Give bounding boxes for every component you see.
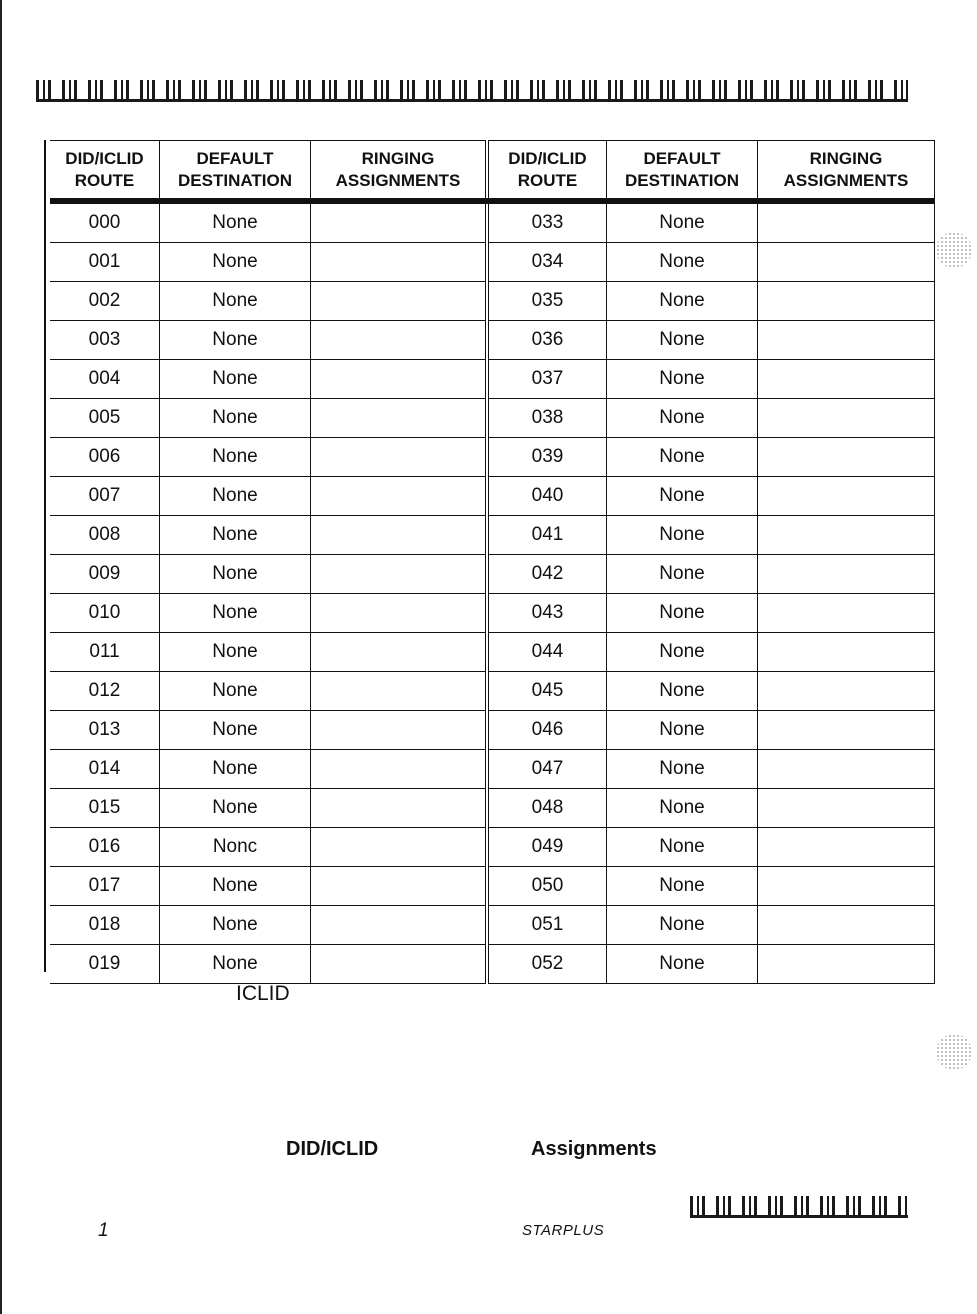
destination-cell: None	[160, 360, 311, 399]
table-left-rule	[44, 140, 46, 972]
destination-cell: None	[160, 477, 311, 516]
column-header-line: DID/ICLID	[65, 148, 144, 168]
route-cell: 009	[50, 555, 160, 594]
ringing-cell	[311, 555, 488, 594]
ringing-cell	[311, 399, 488, 438]
destination-cell: None	[607, 438, 758, 477]
page-left-edge	[0, 0, 2, 1314]
binder-hole-mark-bottom	[936, 1034, 972, 1070]
route-cell: 035	[487, 282, 607, 321]
route-cell: 043	[487, 594, 607, 633]
ringing-cell	[758, 711, 935, 750]
ringing-cell	[758, 555, 935, 594]
destination-cell: None	[160, 867, 311, 906]
ringing-cell	[758, 945, 935, 984]
brand-name: STARPLUS	[522, 1222, 605, 1239]
ringing-cell	[758, 750, 935, 789]
table-row	[50, 399, 935, 438]
ringing-cell	[311, 438, 488, 477]
route-cell: 041	[487, 516, 607, 555]
column-header-line: ASSIGNMENTS	[783, 170, 909, 190]
greek-key-border-top	[36, 80, 908, 102]
ringing-cell	[311, 945, 488, 984]
did-iclid-ringing-table	[50, 140, 935, 984]
table-row	[50, 945, 935, 984]
table-header-row	[50, 141, 935, 202]
destination-cell: None	[160, 438, 311, 477]
table-row	[50, 672, 935, 711]
destination-cell: None	[160, 633, 311, 672]
ringing-cell	[311, 516, 488, 555]
route-cell: 051	[487, 906, 607, 945]
column-header-line: RINGING	[809, 148, 883, 168]
iclid-note: ICLID	[236, 982, 290, 1005]
destination-cell: None	[607, 321, 758, 360]
ringing-cell	[311, 750, 488, 789]
ringing-cell	[758, 906, 935, 945]
route-cell: 044	[487, 633, 607, 672]
destination-cell: None	[160, 672, 311, 711]
destination-cell: None	[160, 750, 311, 789]
ringing-cell	[311, 711, 488, 750]
ringing-cell	[311, 633, 488, 672]
table-row	[50, 555, 935, 594]
destination-cell: None	[607, 789, 758, 828]
route-cell: 048	[487, 789, 607, 828]
destination-cell: None	[607, 906, 758, 945]
destination-cell: None	[607, 828, 758, 867]
assignments-label: Assignments	[531, 1138, 657, 1160]
route-cell: 034	[487, 243, 607, 282]
destination-cell: None	[607, 555, 758, 594]
column-header-4	[607, 141, 758, 202]
route-cell: 002	[50, 282, 160, 321]
route-cell: 047	[487, 750, 607, 789]
destination-cell: None	[160, 399, 311, 438]
route-cell: 014	[50, 750, 160, 789]
ringing-cell	[311, 672, 488, 711]
destination-cell: None	[160, 711, 311, 750]
ringing-cell	[311, 201, 488, 243]
route-cell: 037	[487, 360, 607, 399]
ringing-cell	[758, 243, 935, 282]
ringing-cell	[758, 867, 935, 906]
ringing-cell	[758, 282, 935, 321]
column-header-2	[311, 141, 488, 202]
table-row	[50, 789, 935, 828]
column-header-line: DESTINATION	[178, 170, 292, 190]
route-cell: 038	[487, 399, 607, 438]
column-header-line: ROUTE	[74, 170, 135, 190]
destination-cell: None	[607, 477, 758, 516]
table-row	[50, 477, 935, 516]
ringing-cell	[758, 516, 935, 555]
destination-cell: None	[607, 633, 758, 672]
ringing-cell	[758, 828, 935, 867]
destination-cell: None	[607, 360, 758, 399]
destination-cell: None	[607, 867, 758, 906]
table-row	[50, 750, 935, 789]
destination-cell: None	[607, 201, 758, 243]
table-body	[50, 201, 935, 984]
ringing-cell	[311, 360, 488, 399]
column-header-line: DEFAULT	[196, 148, 274, 168]
destination-cell: None	[160, 594, 311, 633]
destination-cell: None	[607, 282, 758, 321]
did-iclid-table-container	[50, 140, 909, 984]
column-header-line: RINGING	[361, 148, 435, 168]
route-cell: 004	[50, 360, 160, 399]
route-cell: 015	[50, 789, 160, 828]
ringing-cell	[758, 672, 935, 711]
table-row	[50, 867, 935, 906]
route-cell: 019	[50, 945, 160, 984]
route-cell: 036	[487, 321, 607, 360]
route-cell: 049	[487, 828, 607, 867]
page-number: 1	[98, 1220, 109, 1241]
destination-cell: None	[607, 516, 758, 555]
route-cell: 052	[487, 945, 607, 984]
ringing-cell	[311, 906, 488, 945]
column-header-line: DID/ICLID	[508, 148, 587, 168]
column-header-1	[160, 141, 311, 202]
route-cell: 013	[50, 711, 160, 750]
destination-cell: None	[160, 945, 311, 984]
table-row	[50, 711, 935, 750]
route-cell: 001	[50, 243, 160, 282]
destination-cell: None	[160, 516, 311, 555]
route-cell: 016	[50, 828, 160, 867]
ringing-cell	[311, 789, 488, 828]
table-row	[50, 516, 935, 555]
column-header-line: DESTINATION	[625, 170, 739, 190]
destination-cell: None	[160, 282, 311, 321]
ringing-cell	[758, 399, 935, 438]
destination-cell: None	[160, 555, 311, 594]
did-iclid-label: DID/ICLID	[286, 1138, 379, 1160]
destination-cell: None	[160, 243, 311, 282]
ringing-cell	[311, 282, 488, 321]
ringing-cell	[311, 321, 488, 360]
route-cell: 005	[50, 399, 160, 438]
route-cell: 017	[50, 867, 160, 906]
binder-hole-mark-top	[936, 232, 972, 268]
destination-cell: None	[160, 906, 311, 945]
greek-key-border-bottom	[690, 1196, 908, 1218]
destination-cell: None	[160, 321, 311, 360]
route-cell: 007	[50, 477, 160, 516]
table-row	[50, 321, 935, 360]
route-cell: 012	[50, 672, 160, 711]
route-cell: 046	[487, 711, 607, 750]
destination-cell: None	[607, 594, 758, 633]
ringing-cell	[758, 201, 935, 243]
destination-cell: None	[607, 399, 758, 438]
ringing-cell	[758, 477, 935, 516]
table-row	[50, 633, 935, 672]
table-row	[50, 594, 935, 633]
column-header-line: ROUTE	[517, 170, 578, 190]
ringing-cell	[311, 867, 488, 906]
destination-cell: None	[160, 789, 311, 828]
table-row	[50, 906, 935, 945]
ringing-cell	[311, 477, 488, 516]
route-cell: 008	[50, 516, 160, 555]
ringing-cell	[758, 789, 935, 828]
table-row	[50, 282, 935, 321]
route-cell: 045	[487, 672, 607, 711]
column-header-0	[50, 141, 160, 202]
table-row	[50, 360, 935, 399]
destination-cell: None	[607, 945, 758, 984]
route-cell: 042	[487, 555, 607, 594]
column-header-5	[758, 141, 935, 202]
route-cell: 040	[487, 477, 607, 516]
table-row	[50, 438, 935, 477]
table-row	[50, 828, 935, 867]
column-header-3	[487, 141, 607, 202]
route-cell: 050	[487, 867, 607, 906]
column-header-line: ASSIGNMENTS	[335, 170, 461, 190]
route-cell: 006	[50, 438, 160, 477]
ringing-cell	[311, 828, 488, 867]
ringing-cell	[758, 321, 935, 360]
column-header-line: DEFAULT	[643, 148, 721, 168]
destination-cell: None	[607, 243, 758, 282]
route-cell: 018	[50, 906, 160, 945]
route-cell: 000	[50, 201, 160, 243]
ringing-cell	[311, 243, 488, 282]
route-cell: 010	[50, 594, 160, 633]
table-row	[50, 243, 935, 282]
destination-cell: Nonc	[160, 828, 311, 867]
ringing-cell	[758, 594, 935, 633]
ringing-cell	[758, 633, 935, 672]
ringing-cell	[758, 360, 935, 399]
destination-cell: None	[607, 711, 758, 750]
route-cell: 003	[50, 321, 160, 360]
destination-cell: None	[160, 201, 311, 243]
ringing-cell	[758, 438, 935, 477]
ringing-cell	[311, 594, 488, 633]
table-row	[50, 201, 935, 243]
destination-cell: None	[607, 672, 758, 711]
route-cell: 033	[487, 201, 607, 243]
route-cell: 011	[50, 633, 160, 672]
route-cell: 039	[487, 438, 607, 477]
destination-cell: None	[607, 750, 758, 789]
